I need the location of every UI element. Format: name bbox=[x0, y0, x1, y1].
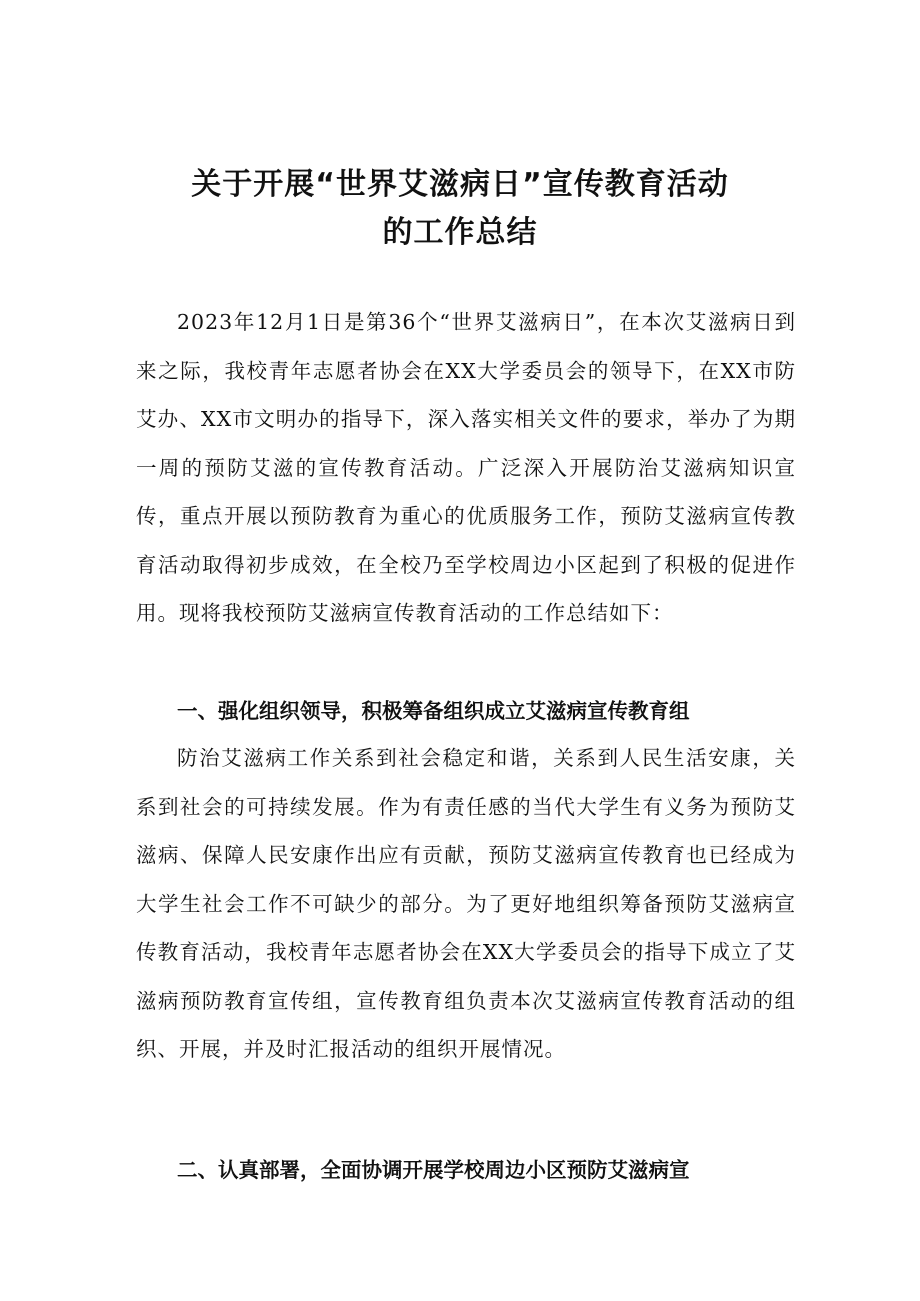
document-title-line-2: 的工作总结 bbox=[382, 215, 538, 250]
intro-paragraph: 2023年12月1日是第36个“世界艾滋病日”，在本次艾滋病日到来之际，我校青年志愿者协会在XX大学委员会的领导下，在XX市防艾办、XX市文明办的指导下，深入落实相关文件的要求，举办了为期一周的预防艾滋的宣传教育活动。广泛深入开展防治艾滋病知识宣传，重点开展以预防教育为重心的优质服务工作，预防艾滋病宣传教育活动取得初步成效，在全校乃至学校周边小区起到了积极的促进作用。现将我校预防艾滋病宣传教育活动的工作总结如下： bbox=[136, 310, 796, 625]
section-heading-2: 二、认真部署，全面协调开展学校周边小区预防艾滋病宣 bbox=[177, 1158, 690, 1182]
section-1-paragraph: 防治艾滋病工作关系到社会稳定和谐，关系到人民生活安康，关系到社会的可持续发展。作为有责任感的当代大学生有义务为预防艾滋病、保障人民安康作出应有贡献，预防艾滋病宣传教育也已经成为大学生社会工作不可缺少的部分。为了更好地组织筹备预防艾滋病宣传教育活动，我校青年志愿者协会在XX大学委员会的指导下成立了艾滋病预防教育宣传组，宣传教育组负责本次艾滋病宣传教育活动的组织、开展，并及时汇报活动的组织开展情况。 bbox=[136, 746, 796, 1061]
section-heading-1: 一、强化组织领导，积极筹备组织成立艾滋病宣传教育组 bbox=[177, 699, 690, 723]
document-title-line-1: 关于开展“世界艾滋病日”宣传教育活动 bbox=[191, 167, 729, 202]
